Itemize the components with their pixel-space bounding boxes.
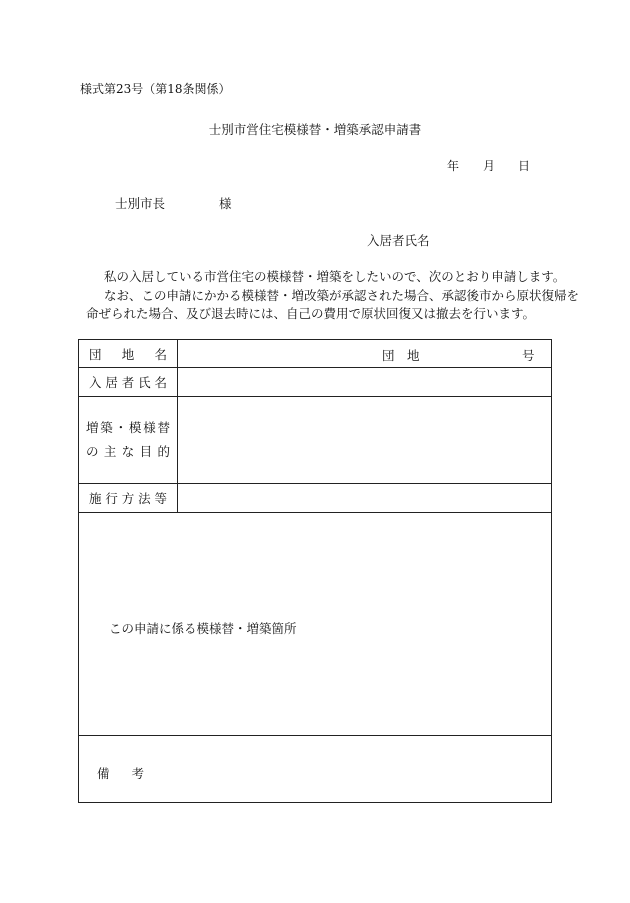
purpose-value-cell[interactable] (178, 397, 552, 484)
purpose-label-cell (79, 397, 178, 484)
estate-label-cell (79, 340, 178, 368)
row-location (79, 513, 552, 736)
location-label: この申請に係る模様替・増築箇所 (109, 620, 297, 636)
row-remarks (79, 736, 552, 803)
application-form-table (78, 339, 552, 803)
body-line-3: 命ぜられた場合、及び退去時には、自己の費用で原状回復又は撤去を行います。 (86, 306, 536, 321)
body-line-2: なお、この申請にかかる模様替・増改築が承認された場合、承認後市から原状復帰を (104, 288, 580, 303)
body-line-1: 私の入居している市営住宅の模様替・増築をしたいので、次のとおり申請します。 (104, 269, 566, 284)
location-cell[interactable] (79, 513, 552, 736)
method-label: 施 行 方 法 等 (89, 491, 167, 506)
estate-number-label: 号 (522, 348, 535, 363)
row-resident-name (79, 368, 552, 397)
date-month-label: 月 (483, 159, 496, 173)
resident-name-value-cell[interactable] (178, 368, 552, 397)
date-year-label: 年 (447, 159, 460, 173)
addressee-honorific: 様 (219, 196, 232, 211)
estate-label: 団 地 名 (89, 346, 167, 362)
method-value-cell[interactable] (178, 484, 552, 513)
resident-name-label: 入 居 者 氏 名 (89, 375, 167, 390)
estate-value-cell[interactable] (178, 340, 552, 368)
row-purpose (79, 397, 552, 484)
estate-name-label: 団 地 (382, 348, 420, 363)
document-title: 士別市営住宅模様替・増築承認申請書 (208, 122, 422, 137)
form-number: 様式第23号（第18条関係） (80, 82, 231, 96)
row-method (79, 484, 552, 513)
date-day-label: 日 (518, 159, 531, 173)
remarks-cell[interactable] (79, 736, 552, 803)
remarks-label: 備 考 (97, 765, 145, 781)
applicant-name-label: 入居者氏名 (367, 233, 430, 248)
resident-name-label-cell (79, 368, 178, 397)
purpose-label: 増 築 ・ 模 様 替 の 主 な 目 的 (86, 420, 170, 459)
addressee-name: 士別市長 (115, 196, 166, 211)
row-estate (79, 340, 552, 368)
method-label-cell (79, 484, 178, 513)
